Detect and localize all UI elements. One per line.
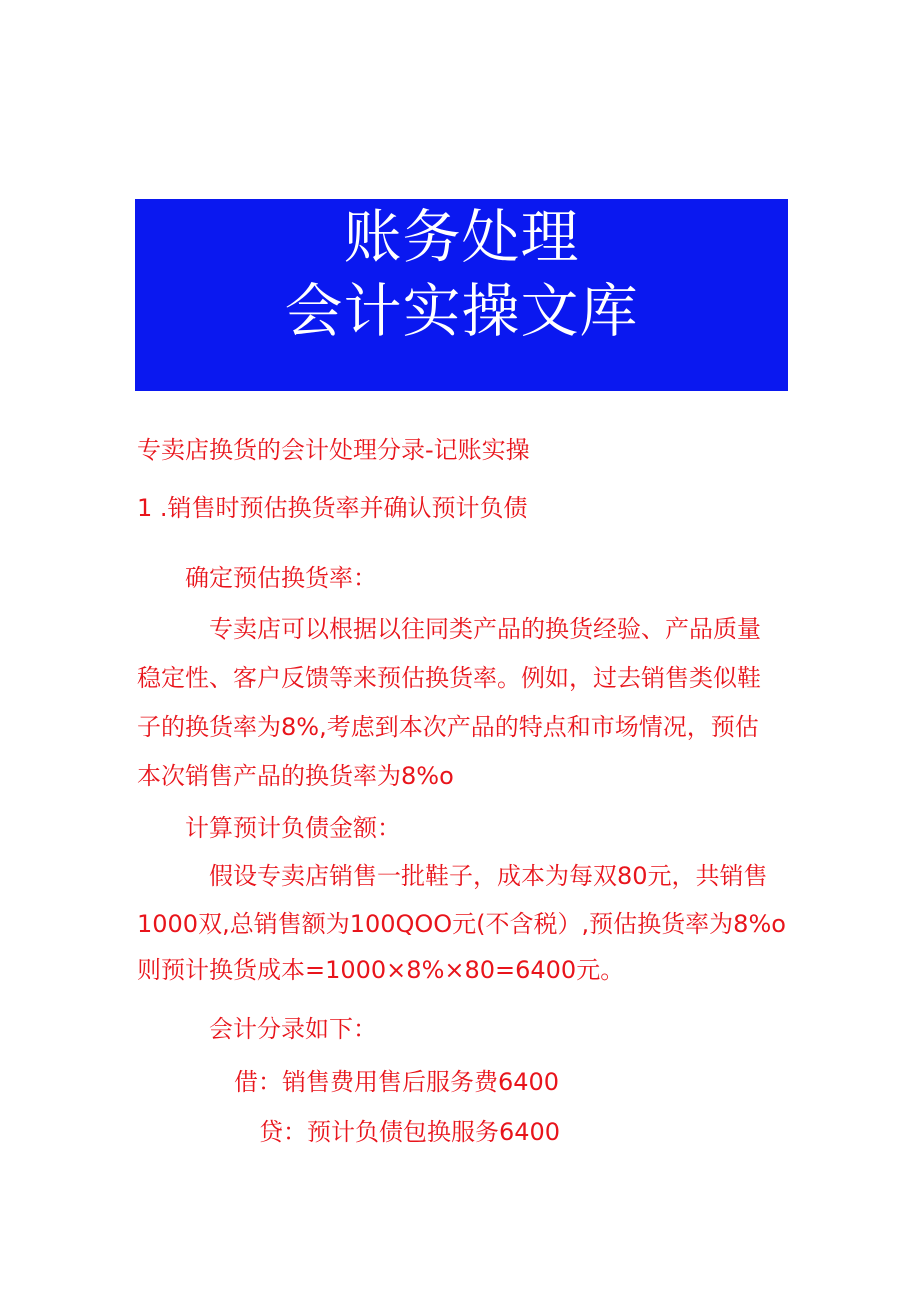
paragraph-1-line-3: 子的换货率为8%,考虑到本次产品的特点和市场情况，预估 (137, 713, 759, 741)
debit-entry: 借：销售费用售后服务费6400 (234, 1068, 560, 1096)
paragraph-1-line-4: 本次销售产品的换货率为8%o (137, 762, 454, 790)
paragraph-1-line-2: 稳定性、客户反馈等来预估换货率。例如，过去销售类似鞋 (137, 664, 761, 692)
section-heading-1: 1 .销售时预估换货率并确认预计负债 (137, 494, 528, 522)
banner-title-line2: 会计实操文库 (284, 277, 639, 345)
banner-title-line1: 账务处理 (343, 203, 580, 271)
document-title: 专卖店换货的会计处理分录-记账实操 (137, 436, 530, 464)
paragraph-2-line-3: 则预计换货成本=1000×8%×80=6400元。 (137, 956, 625, 984)
paragraph-2-line-2: 1000双,总销售额为100QOO元(不含税）,预估换货率为8%o (137, 910, 786, 938)
subheading-calc-liability: 计算预计负债金额： (185, 814, 401, 842)
credit-entry: 贷：预计负债包换服务6400 (259, 1118, 561, 1146)
paragraph-2-line-1: 假设专卖店销售一批鞋子，成本为每双80元，共销售 (209, 862, 768, 890)
title-banner (135, 199, 788, 391)
paragraph-1-line-1: 专卖店可以根据以往同类产品的换货经验、产品质量 (209, 615, 761, 643)
entries-heading: 会计分录如下： (209, 1015, 377, 1043)
subheading-estimate-rate: 确定预估换货率： (185, 564, 377, 592)
